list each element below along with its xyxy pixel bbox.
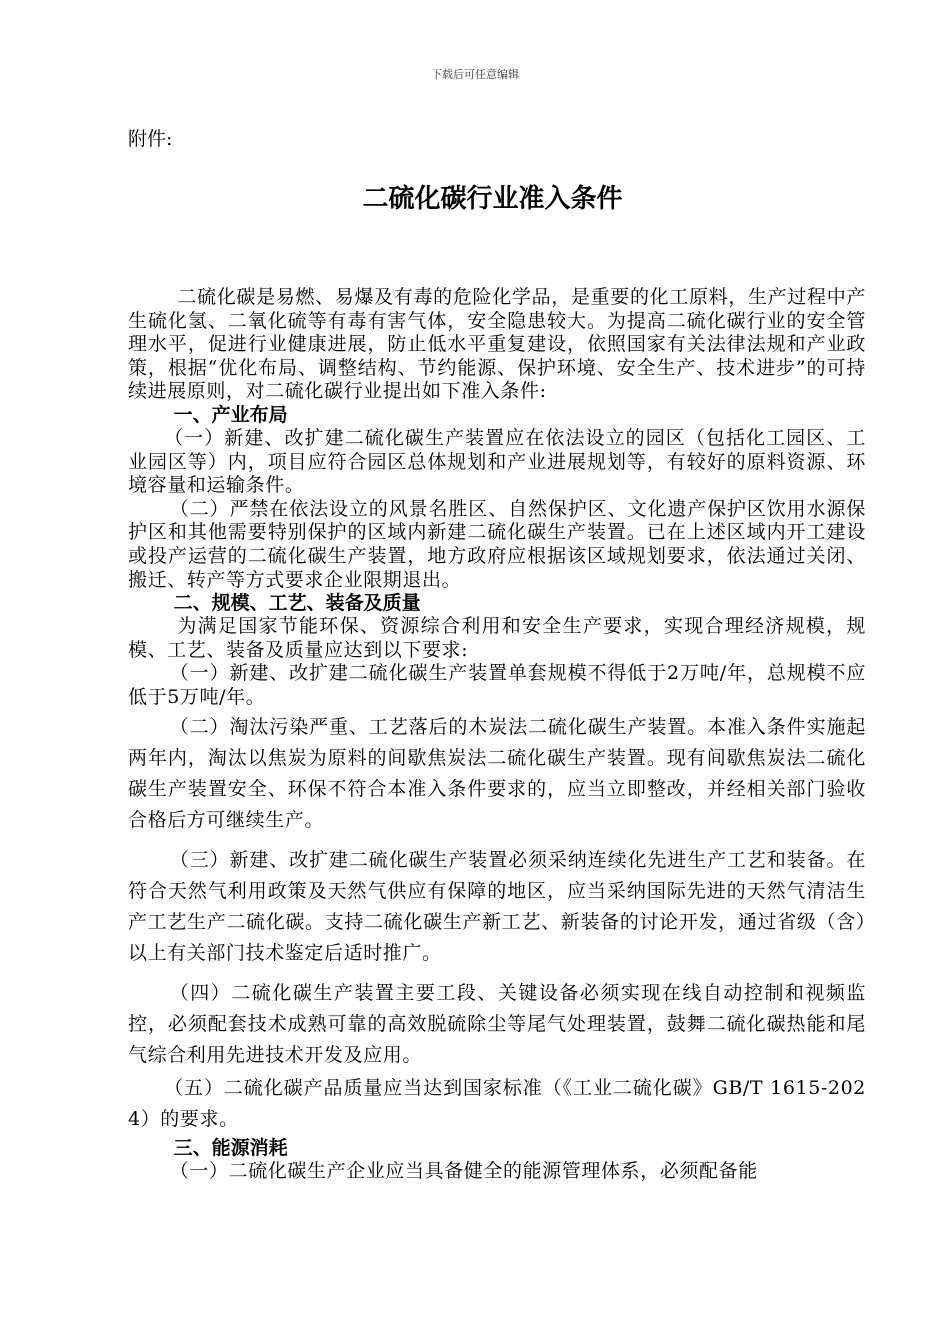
section-heading-scale: 二、规模、工艺、装备及质量 [173,592,421,615]
intro-paragraph: 二硫化碳是易燃、易爆及有毒的危险化学品，是重要的化工原料，生产过程中产生硫化氢、二氧化硫等有毒有害气体，安全隐患较大。为提高二硫化碳行业的安全管理水平，促进行业健康进展，防止低水平重复建设，依照国家有关法律法规和产业政策，根据“优化布局、调整结构、节约能源、保护环境、安全生产、技术进步”的可持续进展原则，对二硫化碳行业提出如下准入条件: [128,286,866,403]
document-title: 二硫化碳行业准入条件 [362,184,623,214]
paragraph-2-4: （四）二硫化碳生产装置主要工段、关键设备必须实现在线自动控制和视频监控，必须配套技术成熟可靠的高效脱硫除尘等尾气处理装置，鼓舞二硫化碳热能和尾气综合利用先进技术开发及应用。 [128,981,866,1066]
document-body [128,286,866,1183]
attachment-label: 附件: [128,128,173,150]
paragraph-2-5: （五）二硫化碳产品质量应当达到国家标准（《工业二硫化碳》GB/T 1615-2024）的要求。 [128,1076,866,1130]
paragraph-2-3: （三）新建、改扩建二硫化碳生产装置必须采纳连续化先进生产工艺和装备。在符合天然气利用政策及天然气供应有保障的地区，应当采纳国际先进的天然气清洁生产工艺生产二硫化碳。支持二硫化碳生产新工艺、新装备的讨论开发，通过省级（含）以上有关部门技术鉴定后适时推广。 [128,848,866,964]
section-heading-layout: 一、产业布局 [173,403,288,426]
paragraph-2-intro: 为满足国家节能环保、资源综合利用和安全生产要求，实现合理经济规模，规模、工艺、装备及质量应达到以下要求: [128,615,866,661]
section-heading-energy: 三、能源消耗 [173,1136,288,1159]
header-note: 下载后可任意编辑 [431,68,519,81]
paragraph-1-1: （一）新建、改扩建二硫化碳生产装置应在依法设立的园区（包括化工园区、工业园区等）内，项目应符合园区总体规划和产业进展规划等，有较好的原料资源、环境容量和运输条件。 [128,426,866,497]
paragraph-2-1: （一）新建、改扩建二硫化碳生产装置单套规模不得低于2万吨/年，总规模不应低于5万吨/年。 [128,662,866,708]
paragraph-3-1: （一）二硫化碳生产企业应当具备健全的能源管理体系，必须配备能 [169,1159,758,1182]
paragraph-1-2: （二）严禁在依法设立的风景名胜区、自然保护区、文化遗产保护区饮用水源保护区和其他需要特别保护的区域内新建二硫化碳生产装置。已在上述区域内开工建设或投产运营的二硫化碳生产装置，地方政府应根据该区域规划要求，依法通过关闭、搬迁、转产等方式要求企业限期退出。 [128,497,866,591]
paragraph-2-2: （二）淘汰污染严重、工艺落后的木炭法二硫化碳生产装置。本准入条件实施起两年内，淘汰以焦炭为原料的间歇焦炭法二硫化碳生产装置。现有间歇焦炭法二硫化碳生产装置安全、环保不符合本准入条件要求的，应当立即整改，并经相关部门验收合格后方可继续生产。 [128,715,866,831]
